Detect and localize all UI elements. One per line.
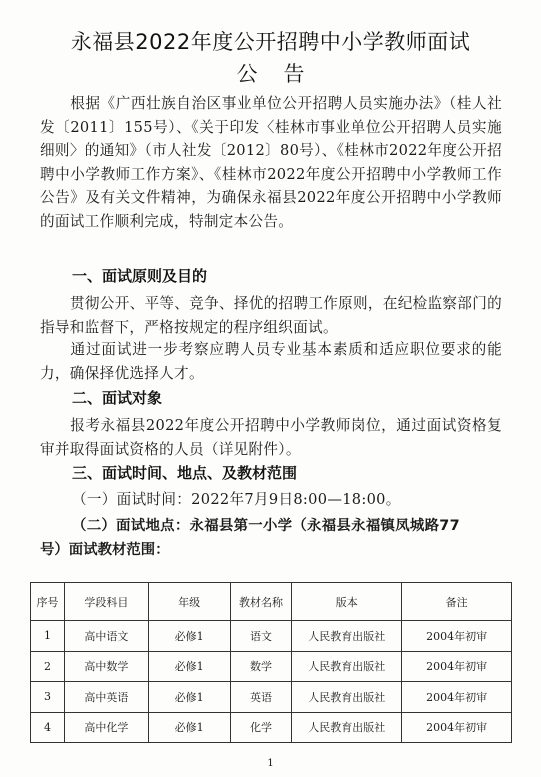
table-cell: 2 xyxy=(31,651,65,682)
header-cell: 教材名称 xyxy=(230,583,292,621)
intro-paragraph xyxy=(40,92,502,234)
header-cell: 版本 xyxy=(292,583,402,621)
table-cell: 语文 xyxy=(230,621,292,652)
table-cell: 人民教育出版社 xyxy=(292,621,402,652)
table-row xyxy=(31,682,512,713)
table-cell: 必修1 xyxy=(148,712,230,743)
section1-p1-text: 贯彻公开、平等、竞争、择优的招聘工作原则，在纪检监察部门的指导和监督下，严格按规定的程序组织面试。 xyxy=(40,295,502,336)
section1-paragraph2 xyxy=(40,338,502,385)
header-cell: 备注 xyxy=(402,583,512,621)
document-title-announcement: 公告 xyxy=(236,62,331,86)
document-title: 永福县2022年度公开招聘中小学教师面试 xyxy=(70,30,471,54)
table-cell: 高中语文 xyxy=(64,621,148,652)
intro-text: 根据《广西壮族自治区事业单位公开招聘人员实施办法》（桂人社发〔2011〕155号）、《关于印发〈桂林市事业单位公开招聘人员实施细则〉的通知》（市人社发〔2012〕80号）、《桂林市2022年度公开招聘中小学教师工作方案》、《桂林市2022年度公开招聘中小学教师工作公告》及有关文件精神，为确保永福县2022年度公开招聘中小学教师的面试工作顺利完成，特制定本公告。 xyxy=(40,95,502,230)
table-cell: 英语 xyxy=(230,682,292,713)
interview-time: （一）面试时间：2022年7月9日8:00—18:00。 xyxy=(72,491,401,508)
section1-paragraph1 xyxy=(40,292,502,339)
table-cell: 2004年初审 xyxy=(402,621,512,652)
table-cell: 必修1 xyxy=(148,682,230,713)
section2-heading: 二、面试对象 xyxy=(72,389,163,407)
header-cell: 序号 xyxy=(31,583,65,621)
table-cell: 数学 xyxy=(230,651,292,682)
table-cell: 化学 xyxy=(230,712,292,743)
table-cell: 3 xyxy=(31,682,65,713)
table-row xyxy=(31,621,512,652)
header-cell: 学段科目 xyxy=(64,583,148,621)
table-cell: 高中化学 xyxy=(64,712,148,743)
table-cell: 高中英语 xyxy=(64,682,148,713)
table-cell: 2004年初审 xyxy=(402,682,512,713)
table-cell: 必修1 xyxy=(148,621,230,652)
section1-p2-text: 通过面试进一步考察应聘人员专业基本素质和适应职位要求的能力，确保择优选择人才。 xyxy=(40,341,502,382)
section2-paragraph1 xyxy=(40,414,502,461)
table-row xyxy=(31,651,512,682)
section3-heading: 三、面试时间、地点、及教材范围 xyxy=(72,464,298,482)
section2-p1-text: 报考永福县2022年度公开招聘中小学教师岗位，通过面试资格复审并取得面试资格的人员（详见附件）。 xyxy=(40,417,502,458)
section1-heading: 一、面试原则及目的 xyxy=(72,267,208,285)
table-row xyxy=(31,712,512,743)
interview-place-line2: 号）面试教材范围： xyxy=(40,542,170,558)
table-cell: 2004年初审 xyxy=(402,651,512,682)
page-number: 1 xyxy=(267,758,274,769)
table-cell: 2004年初审 xyxy=(402,712,512,743)
table-cell: 人民教育出版社 xyxy=(292,682,402,713)
table-cell: 4 xyxy=(31,712,65,743)
interview-place-line1: （二）面试地点：永福县第一小学（永福县永福镇凤城路77 xyxy=(72,518,460,534)
table-cell: 人民教育出版社 xyxy=(292,712,402,743)
table-cell: 必修1 xyxy=(148,651,230,682)
materials-table xyxy=(30,582,512,743)
table-cell: 人民教育出版社 xyxy=(292,651,402,682)
header-cell: 年级 xyxy=(148,583,230,621)
table-header-row xyxy=(31,583,512,621)
table-cell: 1 xyxy=(31,621,65,652)
table-cell: 高中数学 xyxy=(64,651,148,682)
